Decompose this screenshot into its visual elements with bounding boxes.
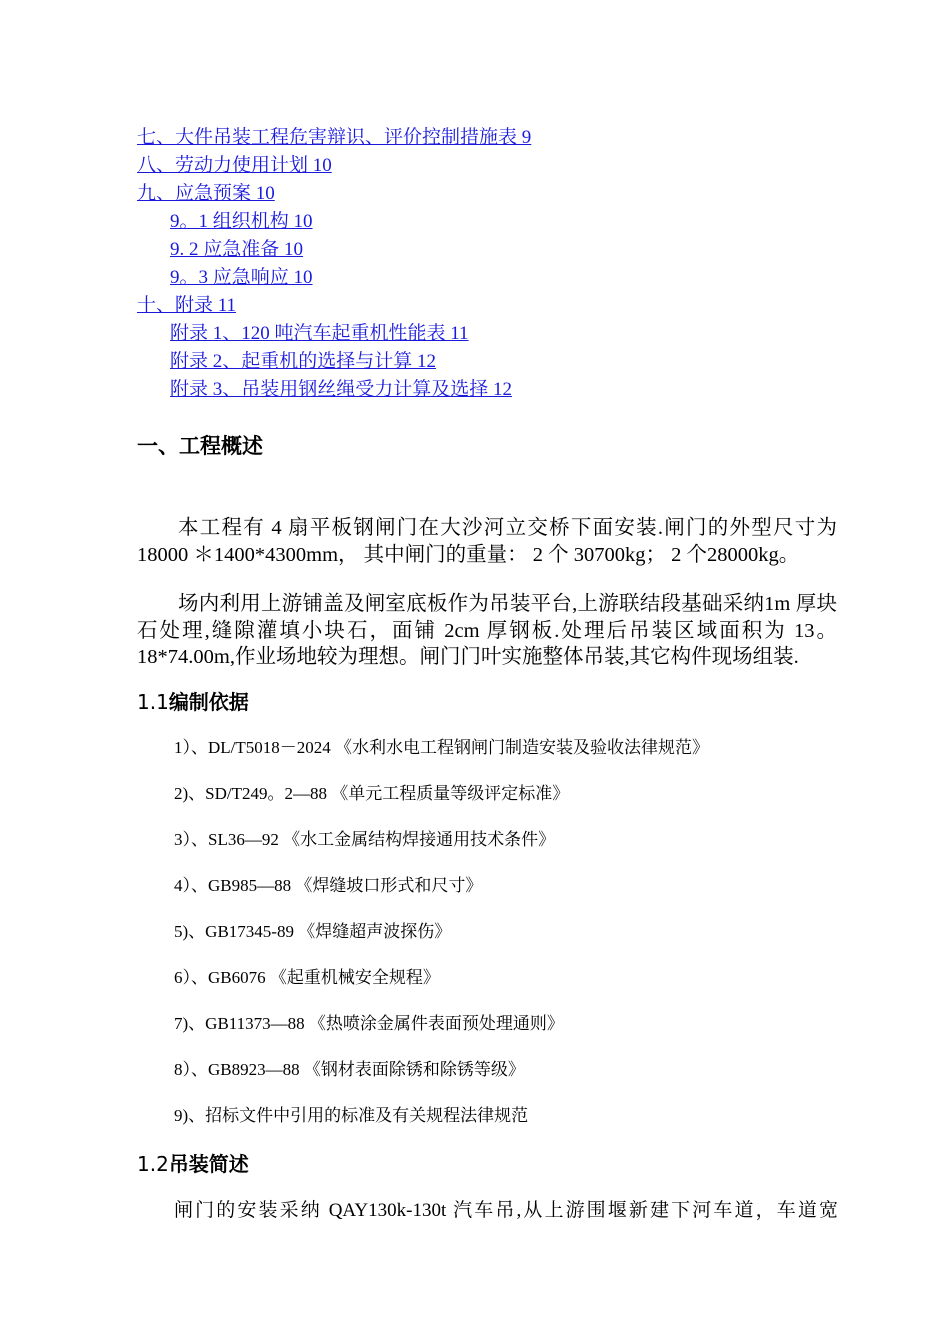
- toc-link-section-9-1[interactable]: 9。1 组织机构 10: [170, 211, 313, 232]
- toc-link-section-9[interactable]: 九、应急预案 10: [137, 183, 275, 204]
- reference-item-1: 1）、DL/T5018－2024 《水利水电工程钢闸门制造安装及验收法律规范》: [174, 738, 710, 757]
- reference-item-4: 4）、GB985—88 《焊缝坡口形式和尺寸》: [174, 876, 483, 895]
- reference-item-7: 7)、GB11373—88 《热喷涂金属件表面预处理通则》: [174, 1014, 564, 1033]
- toc-link-section-7[interactable]: 七、大件吊装工程危害辩识、评价控制措施表 9: [137, 127, 532, 148]
- subsection-number: 1.2: [137, 1152, 169, 1176]
- section-heading-overview: 一、工程概述: [137, 434, 263, 458]
- toc-link-section-9-2[interactable]: 9. 2 应急准备 10: [170, 239, 304, 260]
- paragraph-lifting-platform: 场内利用上游铺盖及闸室底板作为吊装平台,上游联结段基础采纳1m 厚块石处理,缝隙灌填小块石，面铺 2cm 厚钢板.处理后吊装区域面积为 13。18*74.00m,作业场地较为理想。闸门门叶实施整体吊装,其它构件现场组装.: [137, 593, 837, 668]
- subsection-title: 编制依据: [168, 690, 249, 714]
- reference-item-6: 6）、GB6076 《起重机械安全规程》: [174, 968, 440, 987]
- toc-link-appendix-3[interactable]: 附录 3、吊装用钢丝绳受力计算及选择 12: [170, 379, 513, 400]
- reference-item-3: 3）、SL36—92 《水工金属结构焊接通用技术条件》: [174, 830, 556, 849]
- reference-item-9: 9)、招标文件中引用的标准及有关规程法律规范: [174, 1106, 529, 1125]
- reference-item-5: 5)、GB17345-89 《焊缝超声波探伤》: [174, 922, 452, 941]
- reference-item-8: 8）、GB8923—88 《钢材表面除锈和除锈等级》: [174, 1060, 525, 1079]
- reference-item-2: 2)、SD/T249。2—88 《单元工程质量等级评定标准》: [174, 784, 570, 803]
- subsection-title: 吊装简述: [168, 1152, 249, 1176]
- toc-link-section-10[interactable]: 十、附录 11: [137, 295, 237, 316]
- subsection-heading-basis: [137, 689, 249, 715]
- toc-link-appendix-1[interactable]: 附录 1、120 吨汽车起重机性能表 11: [170, 323, 469, 344]
- subsection-heading-lifting: [137, 1151, 249, 1177]
- paragraph-lifting-summary: 闸门的安装采纳 QAY130k-130t 汽车吊,从上游围堰新建下河车道，车道宽: [174, 1200, 838, 1221]
- toc-link-appendix-2[interactable]: 附录 2、起重机的选择与计算 12: [170, 351, 437, 372]
- toc-link-section-8[interactable]: 八、劳动力使用计划 10: [137, 155, 332, 176]
- toc-link-section-9-3[interactable]: 9。3 应急响应 10: [170, 267, 313, 288]
- subsection-number: 1.1: [137, 690, 169, 714]
- paragraph-gate-dimensions: 本工程有 4 扇平板钢闸门在大沙河立交桥下面安装.闸门的外型尺寸为 18000 ＊1400*4300mm， 其中闸门的重量： 2 个 30700kg； 2 个28000kg。: [137, 517, 837, 566]
